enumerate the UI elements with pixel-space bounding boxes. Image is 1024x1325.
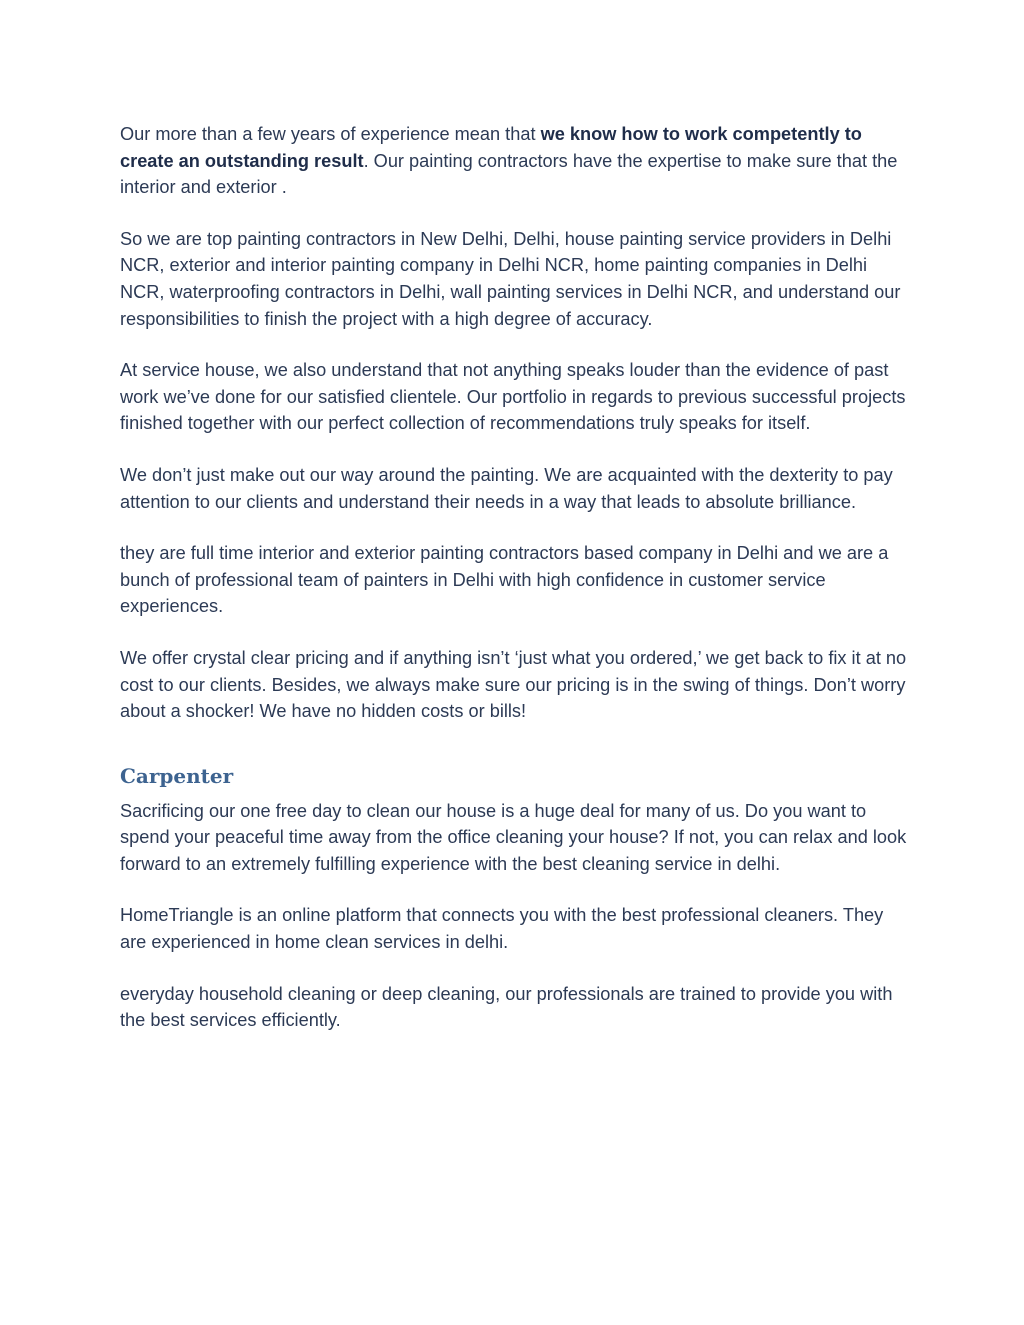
section-heading: Carpenter — [120, 763, 234, 788]
paragraph-experience-tail: . Our painting contractors have the expertise to make sure that the interior and exterior . — [120, 150, 898, 198]
paragraph-experience-lead: Our more than a few years of experience mean that — [120, 124, 541, 144]
document-page — [120, 121, 910, 1059]
paragraph-experience — [120, 121, 910, 201]
paragraph-full-time: they are full time interior and exterior painting contractors based company in Delhi and we are a bunch of professional team of painters in Delhi with high confidence in customer service experiences. — [120, 543, 889, 617]
paragraph-service-house: At service house, we also understand that not anything speaks louder than the evidence of past work we’ve done for our satisfied clientele. Our portfolio in regards to previous successful projects finished together with our perfect collection of recommendations truly speaks for itself. — [120, 360, 906, 434]
paragraph-everyday-cleaning: everyday household cleaning or deep cleaning, our professionals are trained to provide you with the best services efficiently. — [120, 983, 893, 1031]
paragraph-experience-emphasis: we know how to work competently to create an outstanding result — [120, 124, 862, 171]
paragraph-cleaning-day: Sacrificing our one free day to clean our house is a huge deal for many of us. Do you want to spend your peaceful time away from the office cleaning your house? If not, you can relax and look forward to an extremely fulfilling experience with the best cleaning service in delhi. — [120, 800, 907, 874]
paragraph-top-contractors: So we are top painting contractors in New Delhi, Delhi, house painting service providers in Delhi NCR, exterior and interior painting company in Delhi NCR, home painting companies in Delhi NCR, waterproofing contractors in Delhi, wall painting services in Delhi NCR, and understand our responsibilities to finish the project with a high degree of accuracy. — [120, 228, 901, 329]
paragraph-pricing: We offer crystal clear pricing and if anything isn’t ‘just what you ordered,’ we get back to fix it at no cost to our clients. Besides, we always make sure our pricing is in the swing of things. Don’t worry about a shocker! We have no hidden costs or bills! — [120, 647, 907, 722]
paragraph-hometriangle: HomeTriangle is an online platform that connects you with the best professional cleaners. They are experienced in home clean services in delhi. — [120, 905, 884, 953]
paragraph-dexterity: We don’t just make out our way around the painting. We are acquainted with the dexterity to pay attention to our clients and understand their needs in a way that leads to absolute brilliance. — [120, 464, 893, 512]
